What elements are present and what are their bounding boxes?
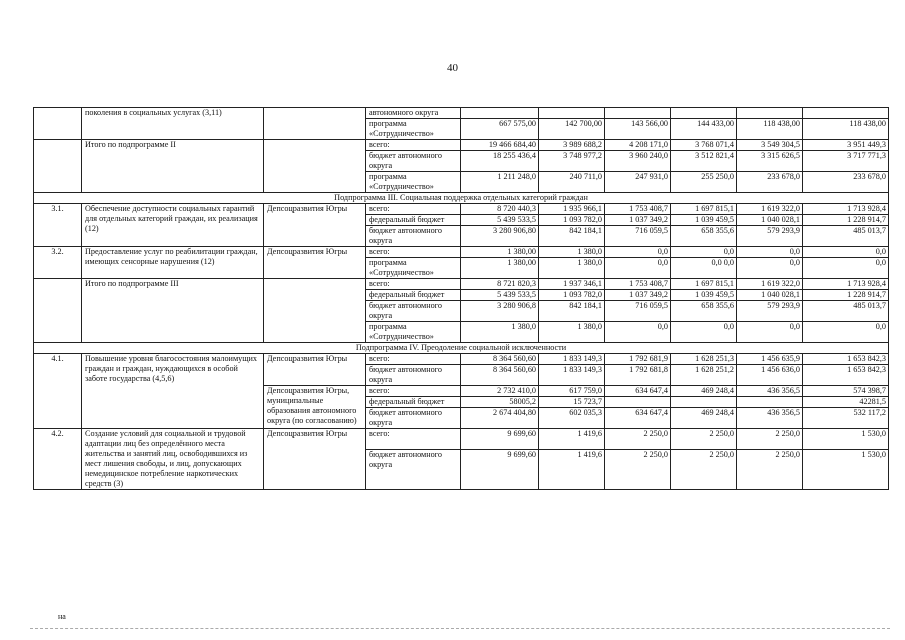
row-number: 3.2. bbox=[34, 247, 82, 279]
year-amount: 716 059,5 bbox=[605, 301, 671, 322]
total-amount: 5 439 533,5 bbox=[461, 215, 539, 226]
year-amount: 2 250,0 bbox=[737, 429, 803, 450]
year-amount: 1 419,6 bbox=[539, 429, 605, 450]
funding-source: федеральный бюджет bbox=[366, 215, 461, 226]
measure-name: Создание условий для социальной и трудовой адаптации лиц без определённого места жительства и занятий лиц, освободившихся из мест лишения свободы, и лиц, допускающих немедицинское потребление наркотических средств (3) bbox=[82, 429, 264, 490]
year-amount: 1 833 149,3 bbox=[539, 365, 605, 386]
responsible-executor bbox=[264, 108, 366, 140]
year-amount: 579 293,9 bbox=[737, 226, 803, 247]
year-amount: 0,0 bbox=[737, 322, 803, 343]
total-amount bbox=[461, 108, 539, 119]
year-amount: 2 250,0 bbox=[605, 449, 671, 489]
year-amount: 532 117,2 bbox=[803, 408, 889, 429]
responsible-executor: Депсоцразвития Югры bbox=[264, 204, 366, 247]
table-row bbox=[34, 354, 889, 365]
total-amount: 18 255 436,4 bbox=[461, 151, 539, 172]
year-amount: 1 619 322,0 bbox=[737, 279, 803, 290]
year-amount: 1 833 149,3 bbox=[539, 354, 605, 365]
year-amount: 485 013,7 bbox=[803, 226, 889, 247]
total-amount: 2 674 404,80 bbox=[461, 408, 539, 429]
footnote: на bbox=[58, 612, 66, 621]
table-row bbox=[34, 279, 889, 290]
year-amount: 142 700,00 bbox=[539, 119, 605, 140]
total-amount: 19 466 684,40 bbox=[461, 140, 539, 151]
measure-name: Итого по подпрограмме II bbox=[82, 140, 264, 193]
total-amount: 5 439 533,5 bbox=[461, 290, 539, 301]
year-amount: 1 039 459,5 bbox=[671, 290, 737, 301]
responsible-executor: Депсоцразвития Югры bbox=[264, 247, 366, 279]
funding-source: всего: bbox=[366, 140, 461, 151]
year-amount: 1 753 408,7 bbox=[605, 204, 671, 215]
total-amount: 667 575,00 bbox=[461, 119, 539, 140]
funding-source: программа «Сотрудничество» bbox=[366, 322, 461, 343]
year-amount: 233 678,0 bbox=[737, 172, 803, 193]
section-title: Подпрограмма IV. Преодоление социальной исключенности bbox=[34, 343, 889, 354]
year-amount: 1 228 914,7 bbox=[803, 290, 889, 301]
table-row bbox=[34, 140, 889, 151]
section-row bbox=[34, 193, 889, 204]
funding-source: всего: bbox=[366, 204, 461, 215]
year-amount: 118 438,00 bbox=[803, 119, 889, 140]
funding-source: автономного округа bbox=[366, 108, 461, 119]
total-amount: 3 280 906,8 bbox=[461, 301, 539, 322]
funding-source: всего: bbox=[366, 279, 461, 290]
funding-source: бюджет автономного округа bbox=[366, 151, 461, 172]
funding-source: всего: bbox=[366, 386, 461, 397]
year-amount: 2 250,0 bbox=[671, 449, 737, 489]
total-amount: 1 211 248,0 bbox=[461, 172, 539, 193]
total-amount: 8 721 820,3 bbox=[461, 279, 539, 290]
year-amount: 1 380,0 bbox=[539, 247, 605, 258]
year-amount: 3 315 626,5 bbox=[737, 151, 803, 172]
year-amount: 3 951 449,3 bbox=[803, 140, 889, 151]
funding-source: бюджет автономного округа bbox=[366, 301, 461, 322]
year-amount: 1 937 346,1 bbox=[539, 279, 605, 290]
year-amount: 469 248,4 bbox=[671, 386, 737, 397]
year-amount bbox=[605, 397, 671, 408]
total-amount: 8 720 440,3 bbox=[461, 204, 539, 215]
year-amount bbox=[605, 108, 671, 119]
total-amount: 2 732 410,0 bbox=[461, 386, 539, 397]
year-amount: 2 250,0 bbox=[737, 449, 803, 489]
year-amount: 0,0 bbox=[803, 247, 889, 258]
table-row bbox=[34, 429, 889, 450]
funding-source: бюджет автономного округа bbox=[366, 408, 461, 429]
year-amount: 634 647,4 bbox=[605, 386, 671, 397]
funding-source: всего: bbox=[366, 429, 461, 450]
year-amount: 118 438,00 bbox=[737, 119, 803, 140]
year-amount: 1 628 251,3 bbox=[671, 354, 737, 365]
year-amount: 1 040 028,1 bbox=[737, 290, 803, 301]
year-amount: 1 530,0 bbox=[803, 449, 889, 489]
year-amount: 716 059,5 bbox=[605, 226, 671, 247]
year-amount: 842 184,1 bbox=[539, 301, 605, 322]
row-number: 4.2. bbox=[34, 429, 82, 490]
row-number: 4.1. bbox=[34, 354, 82, 429]
row-number bbox=[34, 279, 82, 343]
year-amount: 0,0 bbox=[671, 322, 737, 343]
year-amount: 436 356,5 bbox=[737, 408, 803, 429]
year-amount: 255 250,0 bbox=[671, 172, 737, 193]
year-amount: 0,0 bbox=[737, 258, 803, 279]
year-amount: 485 013,7 bbox=[803, 301, 889, 322]
year-amount: 233 678,0 bbox=[803, 172, 889, 193]
year-amount bbox=[737, 108, 803, 119]
year-amount: 2 250,0 bbox=[671, 429, 737, 450]
measure-name: Итого по подпрограмме III bbox=[82, 279, 264, 343]
year-amount: 1 713 928,4 bbox=[803, 204, 889, 215]
table-row bbox=[34, 247, 889, 258]
year-amount: 144 433,00 bbox=[671, 119, 737, 140]
year-amount: 0,0 bbox=[737, 247, 803, 258]
year-amount: 1 419,6 bbox=[539, 449, 605, 489]
funding-source: бюджет автономного округа bbox=[366, 226, 461, 247]
year-amount: 0,0 bbox=[671, 247, 737, 258]
year-amount: 617 759,0 bbox=[539, 386, 605, 397]
responsible-executor: Депсоцразвития Югры bbox=[264, 354, 366, 386]
budget-table bbox=[33, 107, 889, 490]
total-amount: 3 280 906,80 bbox=[461, 226, 539, 247]
year-amount: 1 713 928,4 bbox=[803, 279, 889, 290]
year-amount: 1 792 681,9 bbox=[605, 354, 671, 365]
year-amount: 658 355,6 bbox=[671, 301, 737, 322]
year-amount: 0,0 bbox=[803, 258, 889, 279]
year-amount: 3 717 771,3 bbox=[803, 151, 889, 172]
section-row bbox=[34, 343, 889, 354]
total-amount: 8 364 560,60 bbox=[461, 365, 539, 386]
year-amount: 602 035,3 bbox=[539, 408, 605, 429]
funding-source: бюджет автономного округа bbox=[366, 365, 461, 386]
page-bottom-rule bbox=[30, 628, 890, 629]
measure-name: Повышение уровня благосостояния малоимущих граждан и граждан, нуждающихся в особой заботе государства (4,5,6) bbox=[82, 354, 264, 429]
responsible-executor: Депсоцразвития Югры bbox=[264, 429, 366, 490]
measure-name: Обеспечение доступности социальных гарантий для отдельных категорий граждан, их реализация (12) bbox=[82, 204, 264, 247]
year-amount: 1 456 636,0 bbox=[737, 365, 803, 386]
year-amount: 574 398,7 bbox=[803, 386, 889, 397]
measure-name: поколения в социальных услугах (3,11) bbox=[82, 108, 264, 140]
year-amount: 1 619 322,0 bbox=[737, 204, 803, 215]
total-amount: 8 364 560,60 bbox=[461, 354, 539, 365]
year-amount: 658 355,6 bbox=[671, 226, 737, 247]
year-amount: 1 792 681,8 bbox=[605, 365, 671, 386]
year-amount: 579 293,9 bbox=[737, 301, 803, 322]
year-amount: 1 653 842,3 bbox=[803, 354, 889, 365]
funding-source: всего: bbox=[366, 247, 461, 258]
funding-source: федеральный бюджет bbox=[366, 290, 461, 301]
section-title: Подпрограмма III. Социальная поддержка отдельных категорий граждан bbox=[34, 193, 889, 204]
year-amount: 4 208 171,0 bbox=[605, 140, 671, 151]
responsible-executor bbox=[264, 279, 366, 343]
year-amount: 0,0 0,0 bbox=[671, 258, 737, 279]
row-number: 3.1. bbox=[34, 204, 82, 247]
funding-source: программа «Сотрудничество» bbox=[366, 258, 461, 279]
year-amount: 1 530,0 bbox=[803, 429, 889, 450]
year-amount: 1 380,0 bbox=[539, 258, 605, 279]
year-amount: 1 039 459,5 bbox=[671, 215, 737, 226]
year-amount: 436 356,5 bbox=[737, 386, 803, 397]
year-amount bbox=[671, 397, 737, 408]
year-amount: 3 512 821,4 bbox=[671, 151, 737, 172]
responsible-executor bbox=[264, 140, 366, 193]
year-amount: 1 040 028,1 bbox=[737, 215, 803, 226]
funding-source: бюджет автономного округа bbox=[366, 449, 461, 489]
total-amount: 1 380,00 bbox=[461, 247, 539, 258]
year-amount: 0,0 bbox=[803, 322, 889, 343]
year-amount bbox=[737, 397, 803, 408]
year-amount: 15 723,7 bbox=[539, 397, 605, 408]
year-amount: 3 549 304,5 bbox=[737, 140, 803, 151]
year-amount: 3 748 977,2 bbox=[539, 151, 605, 172]
total-amount: 9 699,60 bbox=[461, 429, 539, 450]
year-amount: 240 711,0 bbox=[539, 172, 605, 193]
year-amount bbox=[803, 108, 889, 119]
year-amount: 1 093 782,0 bbox=[539, 215, 605, 226]
year-amount: 842 184,1 bbox=[539, 226, 605, 247]
year-amount: 1 653 842,3 bbox=[803, 365, 889, 386]
year-amount: 143 566,00 bbox=[605, 119, 671, 140]
responsible-executor: Депсоцразвития Югры, муниципальные образования автономного округа (по согласованию) bbox=[264, 386, 366, 429]
year-amount: 1 753 408,7 bbox=[605, 279, 671, 290]
year-amount: 1 037 349,2 bbox=[605, 290, 671, 301]
year-amount: 1 093 782,0 bbox=[539, 290, 605, 301]
total-amount: 9 699,60 bbox=[461, 449, 539, 489]
year-amount: 3 989 688,2 bbox=[539, 140, 605, 151]
year-amount: 247 931,0 bbox=[605, 172, 671, 193]
year-amount bbox=[671, 108, 737, 119]
funding-source: всего: bbox=[366, 354, 461, 365]
year-amount: 634 647,4 bbox=[605, 408, 671, 429]
year-amount: 1 228 914,7 bbox=[803, 215, 889, 226]
year-amount: 3 768 071,4 bbox=[671, 140, 737, 151]
measure-name: Предоставление услуг по реабилитации граждан, имеющих сенсорные нарушения (12) bbox=[82, 247, 264, 279]
year-amount: 1 697 815,1 bbox=[671, 204, 737, 215]
total-amount: 1 380,0 bbox=[461, 322, 539, 343]
funding-source: программа «Сотрудничество» bbox=[366, 172, 461, 193]
year-amount: 0,0 bbox=[605, 258, 671, 279]
year-amount: 1 456 635,9 bbox=[737, 354, 803, 365]
row-number bbox=[34, 140, 82, 193]
year-amount: 1 037 349,2 bbox=[605, 215, 671, 226]
funding-source: программа «Сотрудничество» bbox=[366, 119, 461, 140]
year-amount: 1 697 815,1 bbox=[671, 279, 737, 290]
funding-source: федеральный бюджет bbox=[366, 397, 461, 408]
year-amount: 3 960 240,0 bbox=[605, 151, 671, 172]
year-amount: 0,0 bbox=[605, 247, 671, 258]
total-amount: 1 380,00 bbox=[461, 258, 539, 279]
table-row bbox=[34, 204, 889, 215]
year-amount: 2 250,0 bbox=[605, 429, 671, 450]
year-amount: 469 248,4 bbox=[671, 408, 737, 429]
year-amount bbox=[539, 108, 605, 119]
table-row bbox=[34, 108, 889, 119]
total-amount: 58005,2 bbox=[461, 397, 539, 408]
page-number: 40 bbox=[447, 62, 458, 74]
row-number bbox=[34, 108, 82, 140]
year-amount: 1 628 251,2 bbox=[671, 365, 737, 386]
year-amount: 0,0 bbox=[605, 322, 671, 343]
year-amount: 1 380,0 bbox=[539, 322, 605, 343]
year-amount: 42281,5 bbox=[803, 397, 889, 408]
year-amount: 1 935 966,1 bbox=[539, 204, 605, 215]
